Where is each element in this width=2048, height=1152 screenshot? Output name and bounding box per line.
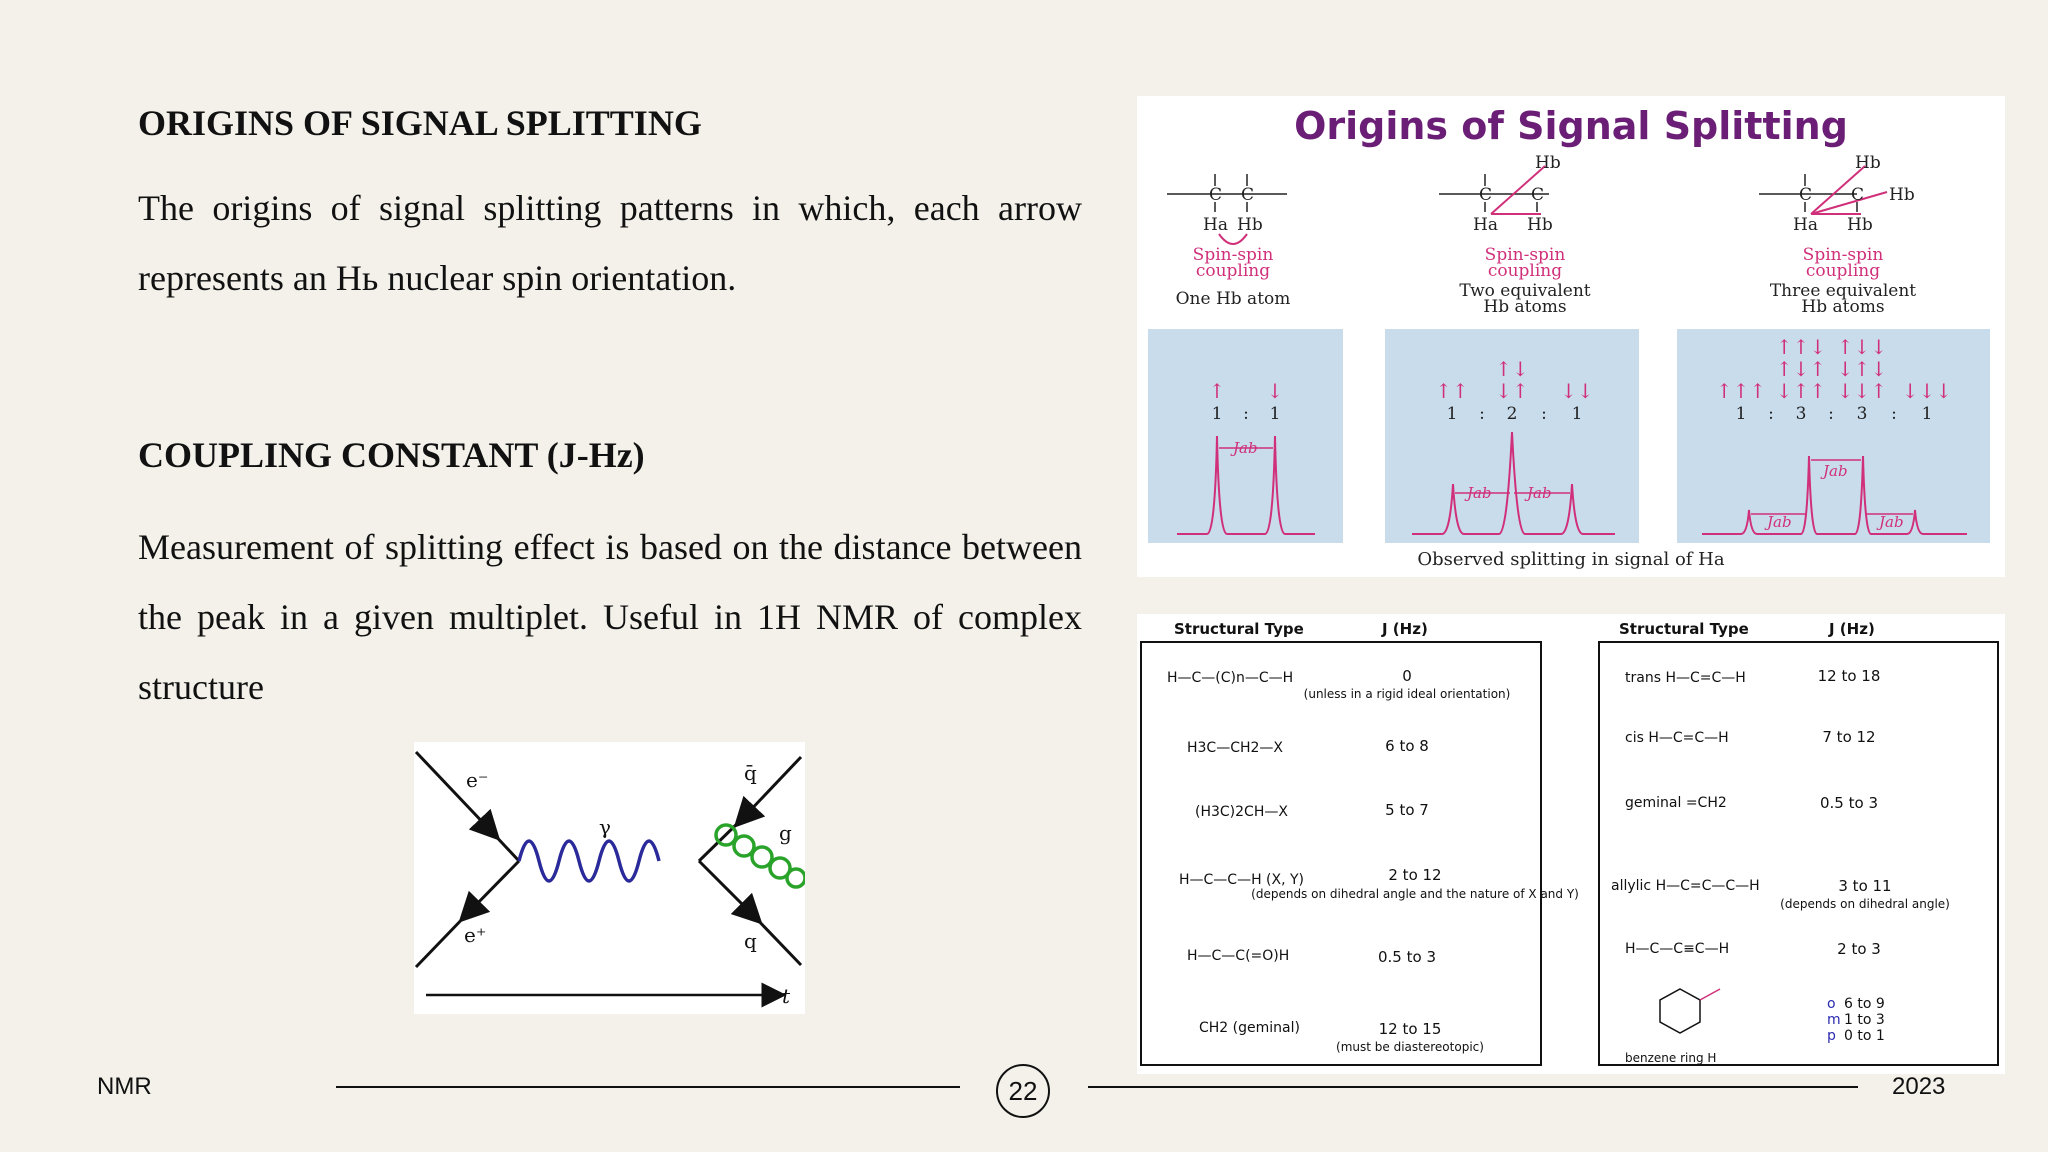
svg-text:12 to 15: 12 to 15 [1378, 1020, 1442, 1038]
label-gamma: γ [599, 815, 611, 839]
svg-text:↓↓: ↓↓ [1560, 379, 1594, 403]
svg-text::: : [1891, 404, 1897, 424]
svg-text:Ha: Ha [1473, 215, 1498, 235]
svg-text:7 to 12: 7 to 12 [1822, 728, 1876, 746]
page-number-text: 22 [1008, 1075, 1038, 1106]
svg-text:↑↓↓: ↑↓↓ [1836, 335, 1888, 359]
svg-text:1: 1 [1571, 404, 1583, 424]
svg-text:C: C [1851, 185, 1865, 205]
svg-text:2: 2 [1506, 404, 1518, 424]
svg-text:o: o [1827, 996, 1836, 1012]
svg-text:Hb: Hb [1237, 215, 1263, 235]
label-t: t [782, 984, 791, 1008]
svg-text:↑↑↑: ↑↑↑ [1715, 379, 1767, 403]
svg-text:1: 1 [1446, 404, 1458, 424]
svg-text:C: C [1799, 185, 1813, 205]
svg-text:↓: ↓ [1266, 379, 1284, 403]
svg-text:0.5 to 3: 0.5 to 3 [1820, 794, 1878, 812]
svg-text:6 to 9: 6 to 9 [1844, 996, 1885, 1012]
quark-line [699, 861, 752, 914]
quartet-panel [1677, 329, 1990, 543]
svg-text:C: C [1209, 185, 1223, 205]
svg-text:(depends on dihedral angle): (depends on dihedral angle) [1780, 897, 1950, 911]
footer-left-label: NMR [97, 1073, 152, 1100]
svg-text::: : [1243, 404, 1249, 424]
svg-text:Ha: Ha [1793, 215, 1818, 235]
caption-one-hb: One Hb atom [1175, 289, 1291, 309]
svg-text:↓↓↑: ↓↓↑ [1836, 379, 1888, 403]
svg-text:coupling: coupling [1195, 261, 1271, 281]
feynman-diagram [414, 742, 805, 1014]
coupling-constant-tables [1137, 614, 2005, 1074]
svg-text:p: p [1827, 1028, 1836, 1044]
svg-text:Hb: Hb [1855, 153, 1881, 173]
svg-text:2 to 3: 2 to 3 [1837, 940, 1881, 958]
svg-text:2 to 12: 2 to 12 [1388, 866, 1442, 884]
right-table-box [1599, 642, 1998, 1065]
svg-text:↑↑: ↑↑ [1435, 379, 1469, 403]
svg-text:1: 1 [1211, 404, 1223, 424]
svg-text:Hb: Hb [1889, 185, 1915, 205]
svg-text:↓↑↓: ↓↑↓ [1836, 357, 1888, 381]
svg-text:coupling: coupling [1805, 261, 1881, 281]
doublet-panel [1148, 329, 1343, 543]
benzene-ring [1660, 989, 1720, 1033]
svg-text:↓↑: ↓↑ [1495, 379, 1529, 403]
heading-origins: ORIGINS OF SIGNAL SPLITTING [138, 103, 702, 143]
svg-text:3: 3 [1856, 404, 1868, 424]
svg-text:3: 3 [1795, 404, 1807, 424]
page-number [996, 1064, 1050, 1118]
svg-text:C: C [1241, 185, 1255, 205]
svg-text:(must be diastereotopic): (must be diastereotopic) [1336, 1040, 1484, 1054]
right-row5-structure: H—C—C≡C—H [1625, 941, 1730, 957]
label-e-minus: e⁻ [466, 768, 489, 792]
svg-text:Hb: Hb [1527, 215, 1553, 235]
figure-bottom-caption: Observed splitting in signal of Ha [1417, 549, 1725, 570]
svg-text:Jab: Jab [1233, 439, 1258, 457]
svg-text:Jab: Jab [1527, 484, 1552, 502]
svg-text:Hb: Hb [1535, 153, 1561, 173]
svg-text:Spin-spin: Spin-spin [1484, 245, 1566, 265]
right-row2-structure: cis H—C=C—H [1625, 730, 1729, 746]
paragraph-coupling-constant: Measurement of splitting effect is based on the distance between the peak in a given multiplet. Useful in 1H NMR of complex structure [138, 527, 1082, 707]
right-row4-structure: allylic H—C=C—C—H [1611, 878, 1760, 894]
footer-rule-left [336, 1086, 960, 1088]
svg-text:Spin-spin: Spin-spin [1192, 245, 1274, 265]
svg-text:(unless in a rigid ideal orien: (unless in a rigid ideal orientation) [1303, 687, 1511, 701]
svg-text:Jab: Jab [1467, 484, 1492, 502]
svg-text:0.5 to 3: 0.5 to 3 [1378, 948, 1436, 966]
svg-text:coupling: coupling [1487, 261, 1563, 281]
right-header-type: Structural Type [1619, 620, 1749, 638]
left-row2-structure: H3C—CH2—X [1187, 740, 1284, 756]
svg-text:1: 1 [1269, 404, 1281, 424]
right-row3-structure: geminal =CH2 [1625, 795, 1727, 811]
caption-three-hb: Three equivalent [1769, 281, 1917, 301]
svg-text:↑↑↓: ↑↑↓ [1775, 335, 1827, 359]
label-g: g [779, 821, 792, 845]
svg-text:Jab: Jab [1767, 513, 1792, 531]
left-row6-structure: CH2 (geminal) [1199, 1020, 1300, 1036]
svg-text:0: 0 [1402, 667, 1412, 685]
svg-text:Ha: Ha [1203, 215, 1228, 235]
signal-splitting-figure [1137, 96, 2005, 577]
footer-rule-right [1088, 1086, 1858, 1088]
right-header-j: J (Hz) [1829, 620, 1875, 638]
svg-text:0 to 1: 0 to 1 [1844, 1028, 1885, 1044]
figure-title: Origins of Signal Splitting [1294, 104, 1848, 148]
label-q: q [744, 929, 757, 953]
svg-text::: : [1479, 404, 1485, 424]
svg-text:Jab: Jab [1823, 462, 1848, 480]
positron-line [469, 861, 519, 912]
svg-text:1: 1 [1735, 404, 1747, 424]
svg-text:3 to 11: 3 to 11 [1838, 877, 1892, 895]
svg-text:1: 1 [1921, 404, 1933, 424]
left-table-box [1141, 642, 1541, 1065]
left-header-type: Structural Type [1174, 620, 1304, 638]
paragraph-origins: The origins of signal splitting patterns in which, each arrow represents an Hь nuclear spin orientation. [138, 188, 1082, 298]
svg-text:1 to 3: 1 to 3 [1844, 1012, 1885, 1028]
label-e-plus: e⁺ [464, 923, 487, 947]
svg-text:Hb: Hb [1847, 215, 1873, 235]
left-row4-structure: H—C—C—H (X, Y) [1179, 872, 1305, 888]
svg-text:↑: ↑ [1208, 379, 1226, 403]
svg-text:Hb atoms: Hb atoms [1483, 297, 1567, 317]
svg-text::: : [1828, 404, 1834, 424]
svg-text:C: C [1479, 185, 1493, 205]
svg-text:↑↓↑: ↑↓↑ [1775, 357, 1827, 381]
caption-two-hb: Two equivalent [1459, 281, 1591, 301]
label-qbar: q̄ [744, 761, 757, 785]
svg-text:12 to 18: 12 to 18 [1817, 667, 1881, 685]
left-row5-structure: H—C—C(=O)H [1187, 948, 1290, 964]
footer-right-label: 2023 [1892, 1073, 1946, 1100]
svg-text:Hb atoms: Hb atoms [1801, 297, 1885, 317]
heading-coupling-constant: COUPLING CONSTANT (J-Hz) [138, 435, 645, 475]
left-header-j: J (Hz) [1382, 620, 1428, 638]
svg-text:Jab: Jab [1879, 513, 1904, 531]
svg-text:C: C [1531, 185, 1545, 205]
svg-text:6 to 8: 6 to 8 [1385, 737, 1429, 755]
left-row3-structure: (H3C)2CH—X [1195, 804, 1288, 820]
right-row1-structure: trans H—C=C—H [1625, 670, 1746, 686]
photon-wavy-line [519, 841, 659, 881]
svg-text::: : [1768, 404, 1774, 424]
svg-text:↑↓: ↑↓ [1495, 357, 1529, 381]
svg-text:m: m [1827, 1012, 1841, 1028]
svg-text:(depends on dihedral angle and: (depends on dihedral angle and the nature of X and Y) [1251, 887, 1579, 901]
svg-text::: : [1541, 404, 1547, 424]
svg-text:5 to 7: 5 to 7 [1385, 801, 1429, 819]
svg-text:↓↑↑: ↓↑↑ [1775, 379, 1827, 403]
left-row1-structure: H—C—(C)n—C—H [1167, 670, 1294, 686]
molecule-three-hb [1759, 166, 1887, 214]
svg-text:↓↓↓: ↓↓↓ [1901, 379, 1953, 403]
right-row6-structure: benzene ring H [1625, 1051, 1717, 1065]
svg-text:Spin-spin: Spin-spin [1802, 245, 1884, 265]
